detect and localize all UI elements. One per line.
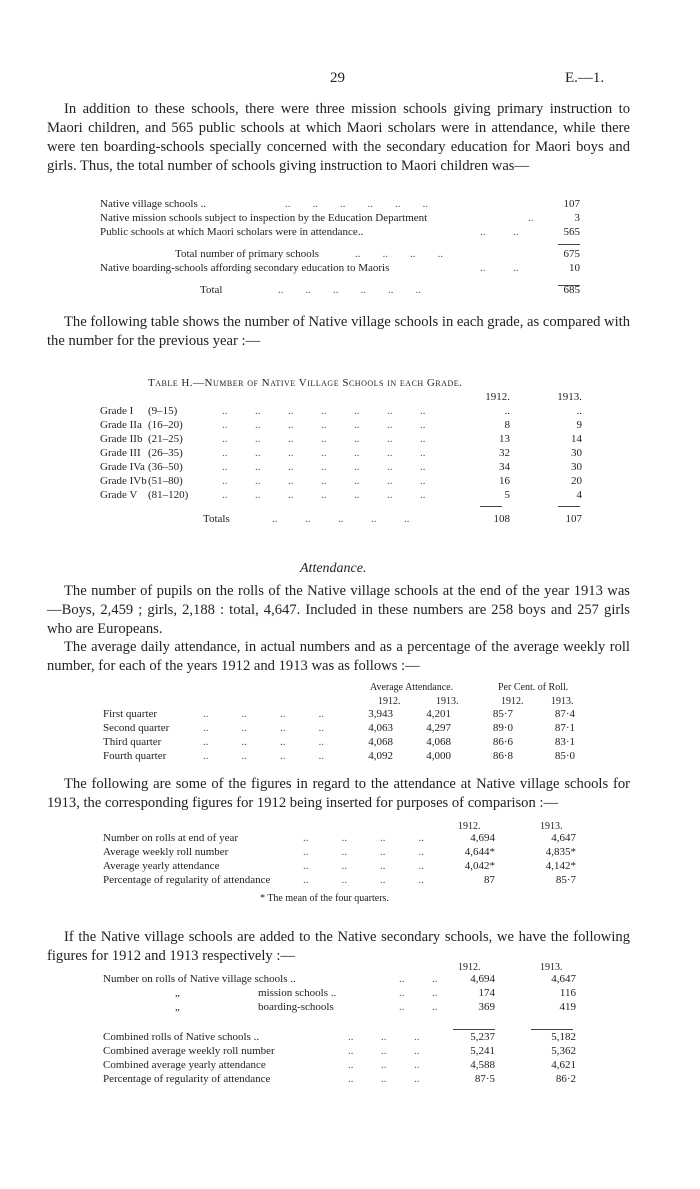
table-row: Combined average weekly roll number .. .. .. 5,241 5,362	[103, 1045, 576, 1057]
page-number: 29	[330, 70, 345, 86]
table-row: Third quarter .. .. .. .. 4,068 4,068 86·6 83·1	[103, 736, 575, 748]
document-reference: E.—1.	[565, 70, 605, 86]
table-row: Number on rolls at end of year .. .. .. .. 4,694 4,647	[103, 832, 576, 844]
intro-paragraph: In addition to these schools, there were three mission schools giving primary instruction to Maori children, and 565 public schools at which Maori scholars were in attendance, while there were ten boarding-schools specially concerned with the secondary education for Maori boys and girls. Thus, the total number of schools giving instruction to Maori children was—	[47, 101, 630, 174]
table-row: Combined rolls of Native schools .. .. .. .. 5,237 5,182	[103, 1031, 576, 1043]
table-row: „ boarding-schools .. .. 369 419	[175, 1001, 576, 1013]
table-header-row: 1912. 1913.	[485, 391, 582, 403]
attendance-paragraph-2: The average daily attendance, in actual numbers and as a percentage of the average weekly roll number, for each of the years 1912 and 1913 was as follows :—	[47, 639, 630, 674]
table-row: First quarter .. .. .. .. 3,943 4,201 85·7 87·4	[103, 708, 575, 720]
table-row: Grade IIb (21–25) .. .. .. .. .. .. .. 13 14	[100, 433, 582, 445]
table-row: Second quarter .. .. .. .. 4,063 4,297 89·0 87·1	[103, 722, 575, 734]
table-row: Percentage of regularity of attendance .. .. .. 87·5 86·2	[103, 1073, 576, 1085]
table-totals-row: Totals .. .. .. .. .. 108 107	[203, 513, 582, 525]
table-header-row: Average Attendance. Per Cent. of Roll.	[370, 682, 569, 693]
table-title: Table H.—Number of Native Village Schools in each Grade.	[148, 377, 463, 389]
figures-rows	[103, 831, 593, 887]
table-row: Grade IVb (51–80) .. .. .. .. .. .. .. 16 20	[100, 475, 582, 487]
table-header-row: 1912. 1913.	[458, 821, 563, 832]
table-h	[100, 376, 590, 526]
schools-count-table	[100, 197, 580, 297]
table-row: Native boarding-schools affording secondary education to Maoris .. .. 10	[100, 262, 580, 274]
table-row: Grade IVa (36–50) .. .. .. .. .. .. .. 34 30	[100, 461, 582, 473]
table-row: Combined average yearly attendance .. .. .. 4,588 4,621	[103, 1059, 576, 1071]
attendance-table	[103, 681, 593, 763]
figures-table	[103, 820, 593, 906]
figures-paragraph: The following are some of the figures in regard to the attendance at Native village schools for 1913, the corresponding figures for 1912 being inserted for purposes of comparison :—	[47, 776, 630, 811]
table-row: Average weekly roll number .. .. .. .. 4,644* 4,835*	[103, 846, 576, 858]
footnote: * The mean of the four quarters.	[260, 893, 389, 904]
attendance-paragraph-1: The number of pupils on the rolls of the Native village schools at the end of the year 1913 was—Boys, 2,459 ; girls, 2,188 : total, 4,647. Included in these numbers are 258 boys and 257 girls who are Europeans.	[47, 583, 630, 637]
combined-table	[103, 961, 593, 1086]
combined-rows	[103, 972, 593, 1014]
attendance-rows	[103, 707, 593, 763]
table-row: Grade III (26–35) .. .. .. .. .. .. .. 32 30	[100, 447, 582, 459]
table-row: Native mission schools subject to inspection by the Education Department .. 3	[100, 212, 580, 224]
table-row: Grade I (9–15) .. .. .. .. .. .. .. .. ..	[100, 405, 582, 417]
combined-paragraph: If the Native village schools are added to the Native secondary schools, we have the following figures for 1912 and 1913 respectively :—	[47, 929, 630, 964]
table-row: Fourth quarter .. .. .. .. 4,092 4,000 86·8 85·0	[103, 750, 575, 762]
table-row: Native village schools .. .. .. .. .. .. .. 107	[100, 198, 580, 210]
table-row: Percentage of regularity of attendance .. .. .. .. 87 85·7	[103, 874, 576, 886]
table-row: Total .. .. .. .. .. .. 685	[200, 284, 580, 296]
table-row: Average yearly attendance .. .. .. .. 4,042* 4,142*	[103, 860, 576, 872]
table-row: Grade IIa (16–20) .. .. .. .. .. .. .. 8 9	[100, 419, 582, 431]
grade-intro-paragraph: The following table shows the number of Native village schools in each grade, as compared with the number for the previous year :—	[47, 314, 630, 349]
table-row: Total number of primary schools .. .. .. .. 675	[175, 248, 580, 260]
grade-rows	[100, 404, 590, 502]
table-row: Number on rolls of Native village schools .. .. .. 4,694 4,647	[103, 973, 576, 985]
table-row: Grade V (81–120) .. .. .. .. .. .. .. 5 4	[100, 489, 582, 501]
combined-totals	[103, 1030, 593, 1086]
table-row: Public schools at which Maori scholars were in attendance.. .. .. 565	[100, 226, 580, 238]
table-header-row: 1912. 1913. 1912. 1913.	[378, 696, 574, 707]
attendance-heading: Attendance.	[300, 561, 367, 576]
table-header-row: 1912. 1913.	[458, 962, 563, 973]
table-row: „ mission schools .. .. .. 174 116	[175, 987, 576, 999]
